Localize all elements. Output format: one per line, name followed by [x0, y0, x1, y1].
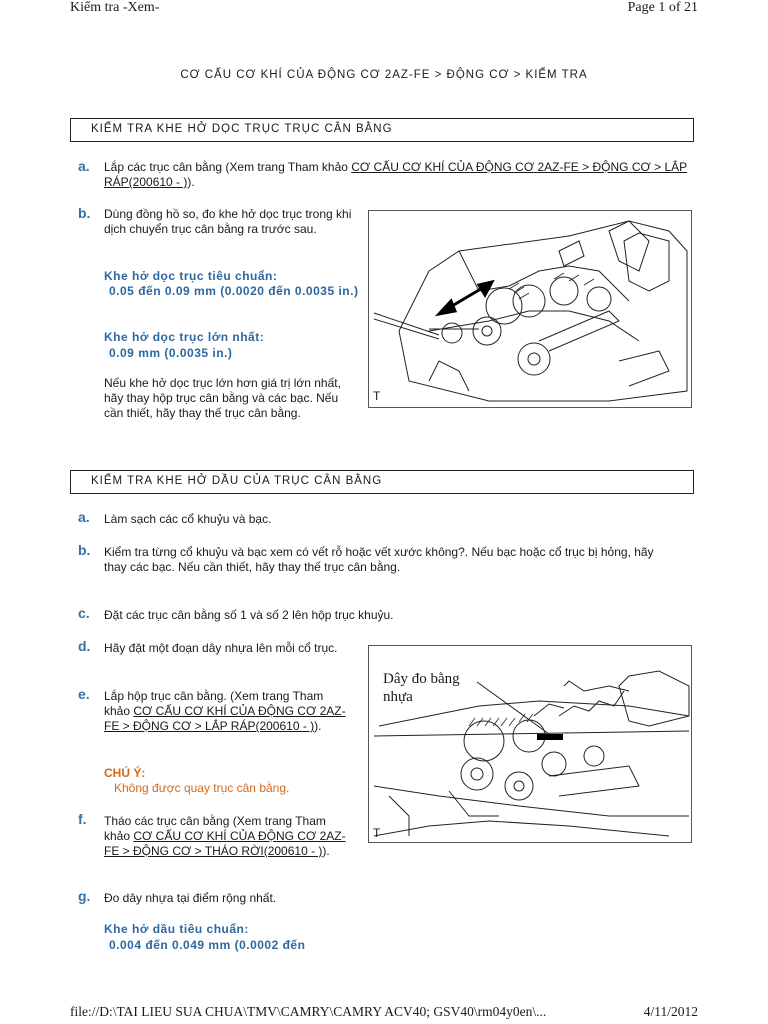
step-a: Làm sạch các cổ khuỷu và bạc. — [104, 512, 272, 526]
step-marker-f: f. — [78, 811, 87, 827]
step-b: Kiểm tra từng cổ khuỷu và bạc xem có vết rỗ hoặc vết xước không?. Nếu bạc hoặc cổ trục bị hỏng, hãy thay các bạc. Nếu cần thiết, hãy thay thế trục cân bằng. — [104, 545, 654, 574]
step-b: Dùng đồng hồ so, đo khe hở dọc trục trong khi dịch chuyển trục cân bằng ra trước sau. — [104, 207, 352, 236]
step-marker-b: b. — [78, 542, 91, 558]
dial-gauge-illustration — [369, 211, 691, 407]
breadcrumb: CƠ CẤU CƠ KHÍ CỦA ĐỘNG CƠ 2AZ-FE > ĐỘNG CƠ > KIỂM TRA — [180, 69, 588, 81]
footer-file-path: file://D:\TAI LIEU SUA CHUA\TMV\CAMRY\CAMRY ACV40; GSV40\rm04y0en\... — [70, 1004, 547, 1019]
footer-date: 4/11/2012 — [643, 1004, 698, 1019]
spec-title-oil: Khe hở dầu tiêu chuẩn: — [104, 922, 249, 936]
endplay-figure — [368, 210, 692, 408]
section-title: KIỂM TRA KHE HỞ DẦU CỦA TRỤC CÂN BẰNG — [91, 475, 383, 487]
spec-title-standard: Khe hở dọc trục tiêu chuẩn: — [104, 269, 278, 283]
reference-link[interactable]: CƠ CẤU CƠ KHÍ CỦA ĐỘNG CƠ 2AZ-FE > ĐỘNG CƠ > LẮP RÁP(200610 - ) — [104, 160, 688, 189]
section-header-endplay — [70, 118, 694, 142]
step-a: Lắp các trục cân bằng (Xem trang Tham khảo CƠ CẤU CƠ KHÍ CỦA ĐỘNG CƠ 2AZ-FE > ĐỘNG CƠ > LẮP RÁP(200610 - )). — [104, 160, 688, 189]
step-marker-d: d. — [78, 638, 91, 654]
step-marker-a: a. — [78, 158, 90, 174]
step-e: Lắp hộp trục cân bằng. (Xem trang Tham khảo CƠ CẤU CƠ KHÍ CỦA ĐỘNG CƠ 2AZ-FE > ĐỘNG CƠ > LẮP RÁP(200610 - )). — [104, 689, 346, 733]
spec-value-standard: 0.05 đến 0.09 mm (0.0020 đến 0.0035 in.) — [109, 284, 359, 298]
section-header-oil-clearance — [70, 470, 694, 494]
step-c: Đặt các trục cân bằng số 1 và số 2 lên hộp trục khuỷu. — [104, 608, 394, 622]
caution-text: Không được quay trục cân bằng. — [114, 781, 290, 795]
step-g: Đo dây nhựa tại điểm rộng nhất. — [104, 891, 277, 905]
spec-title-max: Khe hở dọc trục lớn nhất: — [104, 330, 265, 344]
section-title: KIỂM TRA KHE HỞ DỌC TRỤC TRỤC CÂN BẰNG — [91, 123, 393, 135]
caution-title: CHÚ Ý: — [104, 766, 146, 780]
step-f: Tháo các trục cân bằng (Xem trang Tham khảo CƠ CẤU CƠ KHÍ CỦA ĐỘNG CƠ 2AZ-FE > ĐỘNG CƠ > THÁO RỜI(200610 - )). — [104, 814, 346, 858]
page-number: Page 1 of 21 — [627, 0, 698, 15]
step-b-note: Nếu khe hở dọc trục lớn hơn giá trị lớn nhất, hãy thay hộp trục cân bằng và các bạc. Nếu cần thiết, hãy thay thế trục cân bằng. — [104, 376, 341, 420]
plastigage-figure — [368, 645, 692, 843]
step-marker-e: e. — [78, 686, 90, 702]
step-marker-c: c. — [78, 605, 90, 621]
step-d: Hãy đặt một đoạn dây nhựa lên mỗi cổ trục. — [104, 641, 338, 655]
page-header-title: Kiểm tra -Xem- — [70, 0, 160, 15]
step-marker-a: a. — [78, 509, 90, 525]
step-marker-g: g. — [78, 888, 91, 904]
reference-link[interactable]: CƠ CẤU CƠ KHÍ CỦA ĐỘNG CƠ 2AZ-FE > ĐỘNG CƠ > THÁO RỜI(200610 - ) — [104, 829, 346, 858]
spec-value-max: 0.09 mm (0.0035 in.) — [109, 346, 233, 360]
step-marker-b: b. — [78, 205, 91, 221]
reference-link[interactable]: CƠ CẤU CƠ KHÍ CỦA ĐỘNG CƠ 2AZ-FE > ĐỘNG CƠ > LẮP RÁP(200610 - ) — [104, 704, 346, 733]
figure-caption: Dây đo bằng nhựa — [383, 671, 460, 705]
spec-value-oil: 0.004 đến 0.049 mm (0.0002 đến — [109, 938, 306, 952]
figure-label: T — [373, 389, 381, 403]
figure-label: T — [373, 826, 381, 840]
